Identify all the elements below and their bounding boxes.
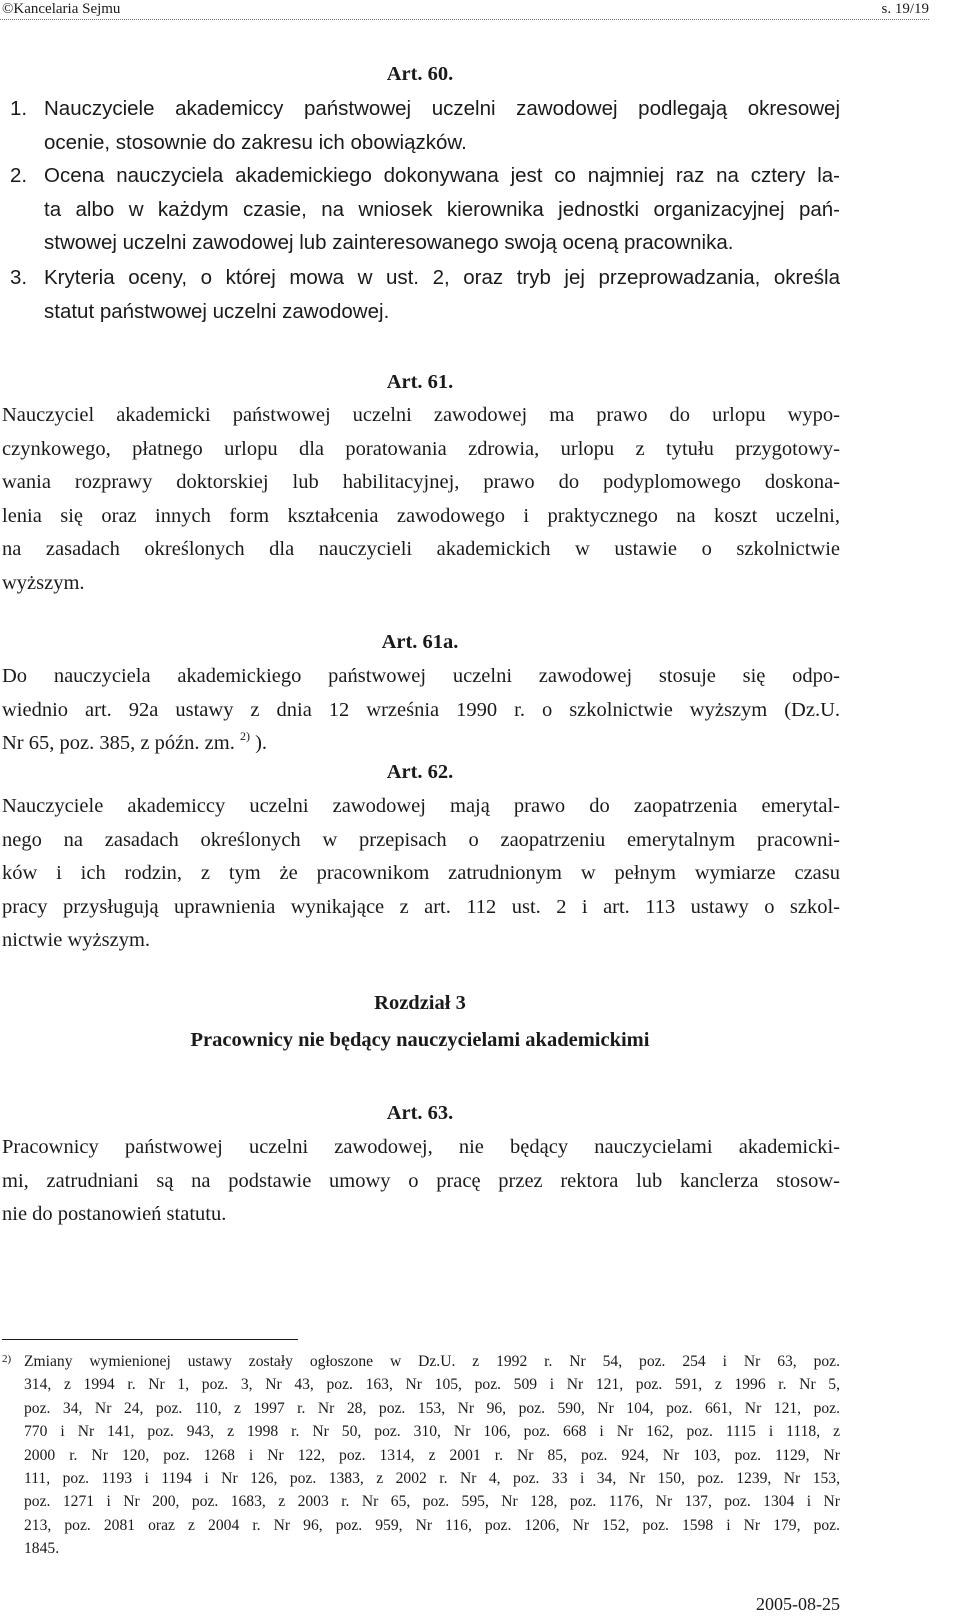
art-62-heading: Art. 62. bbox=[386, 761, 454, 783]
footnote bbox=[2, 1350, 840, 1561]
paragraph-line: ocenie, stosownie do zakresu ich obowiązków. bbox=[44, 130, 467, 154]
footnote-line: 1845. bbox=[24, 1540, 60, 1558]
footnote-line: 111, poz. 1193 i 1194 i Nr 126, poz. 1383, z 2002 r. Nr 4, poz. 33 i 34, Nr 150, poz. 1239, Nr 153, bbox=[24, 1470, 840, 1488]
paragraph-line: Pracownicy państwowej uczelni zawodowej, nie będący nauczycielami akademicki- bbox=[2, 1136, 840, 1158]
art-60-heading: Art. 60. bbox=[386, 63, 454, 85]
footnote-line: 213, poz. 2081 oraz z 2004 r. Nr 96, poz. 959, Nr 116, poz. 1206, Nr 152, poz. 1598 i Nr 179, poz. bbox=[24, 1516, 840, 1534]
footnote-line: 770 i Nr 141, poz. 943, z 1998 r. Nr 50, poz. 310, Nr 106, poz. 668 i Nr 162, poz. 1115 i 1118, z bbox=[24, 1423, 840, 1441]
art-61-heading: Art. 61. bbox=[386, 371, 454, 393]
paragraph-line bbox=[2, 727, 840, 761]
citation-close: ). bbox=[249, 732, 268, 754]
paragraph-number: 3. bbox=[10, 266, 28, 289]
paragraph-line: Nauczyciele akademiccy uczelni zawodowej mają prawo do zaopatrzenia emerytal- bbox=[2, 795, 840, 817]
footnote-body bbox=[24, 1350, 840, 1561]
document-date: 2005-08-25 bbox=[756, 1594, 840, 1614]
header-source: ©Kancelaria Sejmu bbox=[2, 1, 121, 17]
art-60-paragraph-2 bbox=[10, 159, 840, 260]
paragraph-line: nego na zasadach określonych w przepisach o zaopatrzeniu emerytalnym pracowni- bbox=[2, 828, 840, 851]
paragraph-line: Kryteria oceny, o której mowa w ust. 2, oraz tryb jej przeprowadzania, określa bbox=[44, 266, 840, 289]
art-62-body bbox=[2, 790, 840, 958]
footnote-line: 2000 r. Nr 120, poz. 1268 i Nr 122, poz. 1314, z 2001 r. Nr 85, poz. 924, Nr 103, poz. 1129, Nr bbox=[24, 1446, 840, 1464]
paragraph-line: czynkowego, płatnego urlopu dla poratowania zdrowia, urlopu z tytułu przygotowy- bbox=[2, 437, 840, 460]
citation-text: Nr 65, poz. 385, z późn. zm. bbox=[2, 732, 235, 754]
paragraph-line: ków i ich rodzin, z tym że pracownikom zatrudnionym w pełnym wymiarze czasu bbox=[2, 862, 840, 884]
paragraph-line: Nauczyciele akademiccy państwowej uczelni zawodowej podlegają okresowej bbox=[44, 97, 840, 120]
paragraph-line: wania rozprawy doktorskiej lub habilitacyjnej, prawo do podyplomowego doskona- bbox=[2, 471, 840, 493]
paragraph-line: stwowej uczelni zawodowej lub zainteresowanego swoją oceną pracownika. bbox=[44, 231, 734, 254]
paragraph-line: mi, zatrudniani są na podstawie umowy o pracę przez rektora lub kanclerza stosow- bbox=[2, 1169, 840, 1192]
paragraph-line: nie do postanowień statutu. bbox=[2, 1203, 227, 1225]
art-63-body bbox=[2, 1131, 840, 1232]
footnote-mark: 2) bbox=[2, 1353, 12, 1365]
paragraph-line: pracy przysługują uprawnienia wynikające z art. 112 ust. 2 i art. 113 ustawy o szkol- bbox=[2, 895, 840, 918]
paragraph-line: ta albo w każdym czasie, na wniosek kierownika jednostki organizacyjnej pań- bbox=[44, 197, 840, 221]
art-61a-body bbox=[2, 660, 840, 761]
paragraph-line: lenia się oraz innych form kształcenia zawodowego i praktycznego na koszt uczelni, bbox=[2, 504, 840, 527]
footnote-line: poz. 34, Nr 24, poz. 110, z 1997 r. Nr 28, poz. 153, Nr 96, poz. 590, Nr 104, poz. 661, Nr 121, poz. bbox=[24, 1399, 840, 1417]
paragraph-line: nictwie wyższym. bbox=[2, 929, 151, 951]
chapter-subtitle: Pracownicy nie będący nauczycielami akademickimi bbox=[190, 1029, 650, 1051]
footnote-line: Zmiany wymienionej ustawy zostały ogłoszone w Dz.U. z 1992 r. Nr 54, poz. 254 i Nr 63, poz. bbox=[24, 1353, 840, 1370]
paragraph-number: 2. bbox=[10, 164, 28, 187]
paragraph-line: wyższym. bbox=[2, 571, 85, 594]
paragraph-line: na zasadach określonych dla nauczycieli akademickich w ustawie o szkolnictwie bbox=[2, 538, 840, 560]
art-60-paragraph-3 bbox=[10, 261, 840, 328]
header-page-number: s. 19/19 bbox=[881, 1, 929, 17]
paragraph-line: Do nauczyciela akademickiego państwowej uczelni zawodowej stosuje się odpo- bbox=[2, 665, 840, 687]
paragraph-line: Nauczyciel akademicki państwowej uczelni zawodowej ma prawo do urlopu wypo- bbox=[2, 404, 840, 426]
art-63-heading: Art. 63. bbox=[386, 1102, 454, 1124]
footnote-divider bbox=[2, 1339, 298, 1340]
paragraph-line: wiednio art. 92a ustawy z dnia 12 września 1990 r. o szkolnictwie wyższym (Dz.U. bbox=[2, 698, 840, 721]
chapter-title: Rozdział 3 bbox=[374, 992, 466, 1014]
art-61-body bbox=[2, 399, 840, 600]
art-60-paragraph-1 bbox=[10, 92, 840, 159]
footnote-reference: 2) bbox=[239, 729, 250, 743]
footnote-line: poz. 1271 i Nr 200, poz. 1683, z 2003 r. Nr 65, poz. 595, Nr 128, poz. 1176, Nr 137, poz. 1304 i Nr bbox=[24, 1493, 840, 1511]
footnote-line: 314, z 1994 r. Nr 1, poz. 3, Nr 43, poz. 163, Nr 105, poz. 509 i Nr 121, poz. 591, z 1996 r. Nr 5, bbox=[24, 1376, 840, 1394]
paragraph-line: Ocena nauczyciela akademickiego dokonywana jest co najmniej raz na cztery la- bbox=[44, 164, 840, 187]
art-61a-heading: Art. 61a. bbox=[381, 631, 459, 653]
paragraph-number: 1. bbox=[10, 97, 28, 120]
paragraph-line: statut państwowej uczelni zawodowej. bbox=[44, 299, 390, 323]
